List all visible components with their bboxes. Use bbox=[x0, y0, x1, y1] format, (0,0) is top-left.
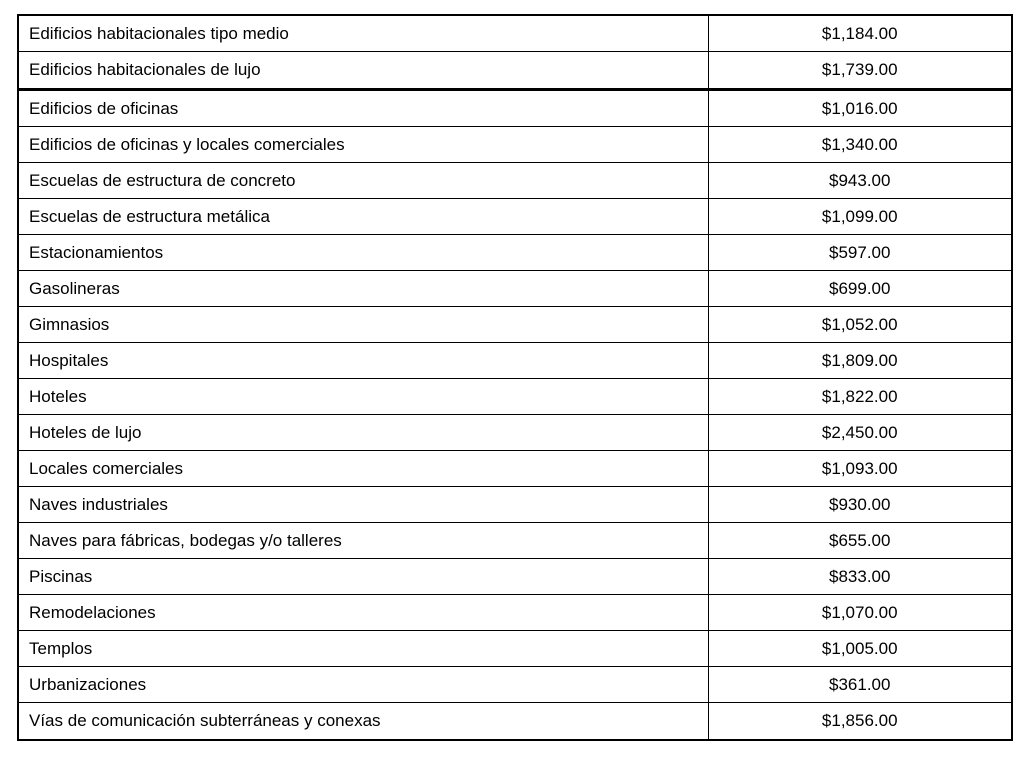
category-cell: Templos bbox=[18, 631, 708, 667]
category-cell: Vías de comunicación subterráneas y conexas bbox=[18, 703, 708, 740]
price-cell: $1,184.00 bbox=[708, 15, 1012, 52]
price-cell: $930.00 bbox=[708, 487, 1012, 523]
price-cell: $699.00 bbox=[708, 271, 1012, 307]
category-cell: Remodelaciones bbox=[18, 595, 708, 631]
category-cell: Edificios de oficinas y locales comerciales bbox=[18, 127, 708, 163]
category-cell: Piscinas bbox=[18, 559, 708, 595]
category-cell: Gasolineras bbox=[18, 271, 708, 307]
table-row bbox=[18, 343, 1012, 379]
price-cell: $1,099.00 bbox=[708, 199, 1012, 235]
price-cell: $1,856.00 bbox=[708, 703, 1012, 740]
category-cell: Locales comerciales bbox=[18, 451, 708, 487]
table-row bbox=[18, 703, 1012, 740]
category-cell: Gimnasios bbox=[18, 307, 708, 343]
category-cell: Naves industriales bbox=[18, 487, 708, 523]
price-cell: $1,052.00 bbox=[708, 307, 1012, 343]
table-row bbox=[18, 15, 1012, 52]
table-row bbox=[18, 487, 1012, 523]
category-cell: Escuelas de estructura de concreto bbox=[18, 163, 708, 199]
price-table bbox=[17, 14, 1013, 741]
price-cell: $1,809.00 bbox=[708, 343, 1012, 379]
table-row bbox=[18, 523, 1012, 559]
price-cell: $1,739.00 bbox=[708, 52, 1012, 90]
price-cell: $943.00 bbox=[708, 163, 1012, 199]
price-cell: $1,340.00 bbox=[708, 127, 1012, 163]
table-row bbox=[18, 235, 1012, 271]
category-cell: Edificios habitacionales tipo medio bbox=[18, 15, 708, 52]
price-cell: $597.00 bbox=[708, 235, 1012, 271]
table-row bbox=[18, 127, 1012, 163]
price-cell: $361.00 bbox=[708, 667, 1012, 703]
table-row bbox=[18, 595, 1012, 631]
table-row bbox=[18, 52, 1012, 90]
table-row bbox=[18, 631, 1012, 667]
table-row bbox=[18, 451, 1012, 487]
table-row bbox=[18, 271, 1012, 307]
category-cell: Urbanizaciones bbox=[18, 667, 708, 703]
price-table-body bbox=[18, 15, 1012, 740]
category-cell: Edificios habitacionales de lujo bbox=[18, 52, 708, 90]
category-cell: Estacionamientos bbox=[18, 235, 708, 271]
category-cell: Hospitales bbox=[18, 343, 708, 379]
price-cell: $1,005.00 bbox=[708, 631, 1012, 667]
table-row bbox=[18, 667, 1012, 703]
table-row bbox=[18, 163, 1012, 199]
price-cell: $1,093.00 bbox=[708, 451, 1012, 487]
price-cell: $1,016.00 bbox=[708, 89, 1012, 127]
table-row bbox=[18, 89, 1012, 127]
table-row bbox=[18, 199, 1012, 235]
category-cell: Escuelas de estructura metálica bbox=[18, 199, 708, 235]
category-cell: Naves para fábricas, bodegas y/o talleres bbox=[18, 523, 708, 559]
table-row bbox=[18, 415, 1012, 451]
table-row bbox=[18, 307, 1012, 343]
category-cell: Hoteles de lujo bbox=[18, 415, 708, 451]
price-cell: $2,450.00 bbox=[708, 415, 1012, 451]
table-row bbox=[18, 559, 1012, 595]
price-cell: $833.00 bbox=[708, 559, 1012, 595]
price-cell: $1,822.00 bbox=[708, 379, 1012, 415]
table-row bbox=[18, 379, 1012, 415]
category-cell: Hoteles bbox=[18, 379, 708, 415]
price-cell: $1,070.00 bbox=[708, 595, 1012, 631]
category-cell: Edificios de oficinas bbox=[18, 89, 708, 127]
price-cell: $655.00 bbox=[708, 523, 1012, 559]
